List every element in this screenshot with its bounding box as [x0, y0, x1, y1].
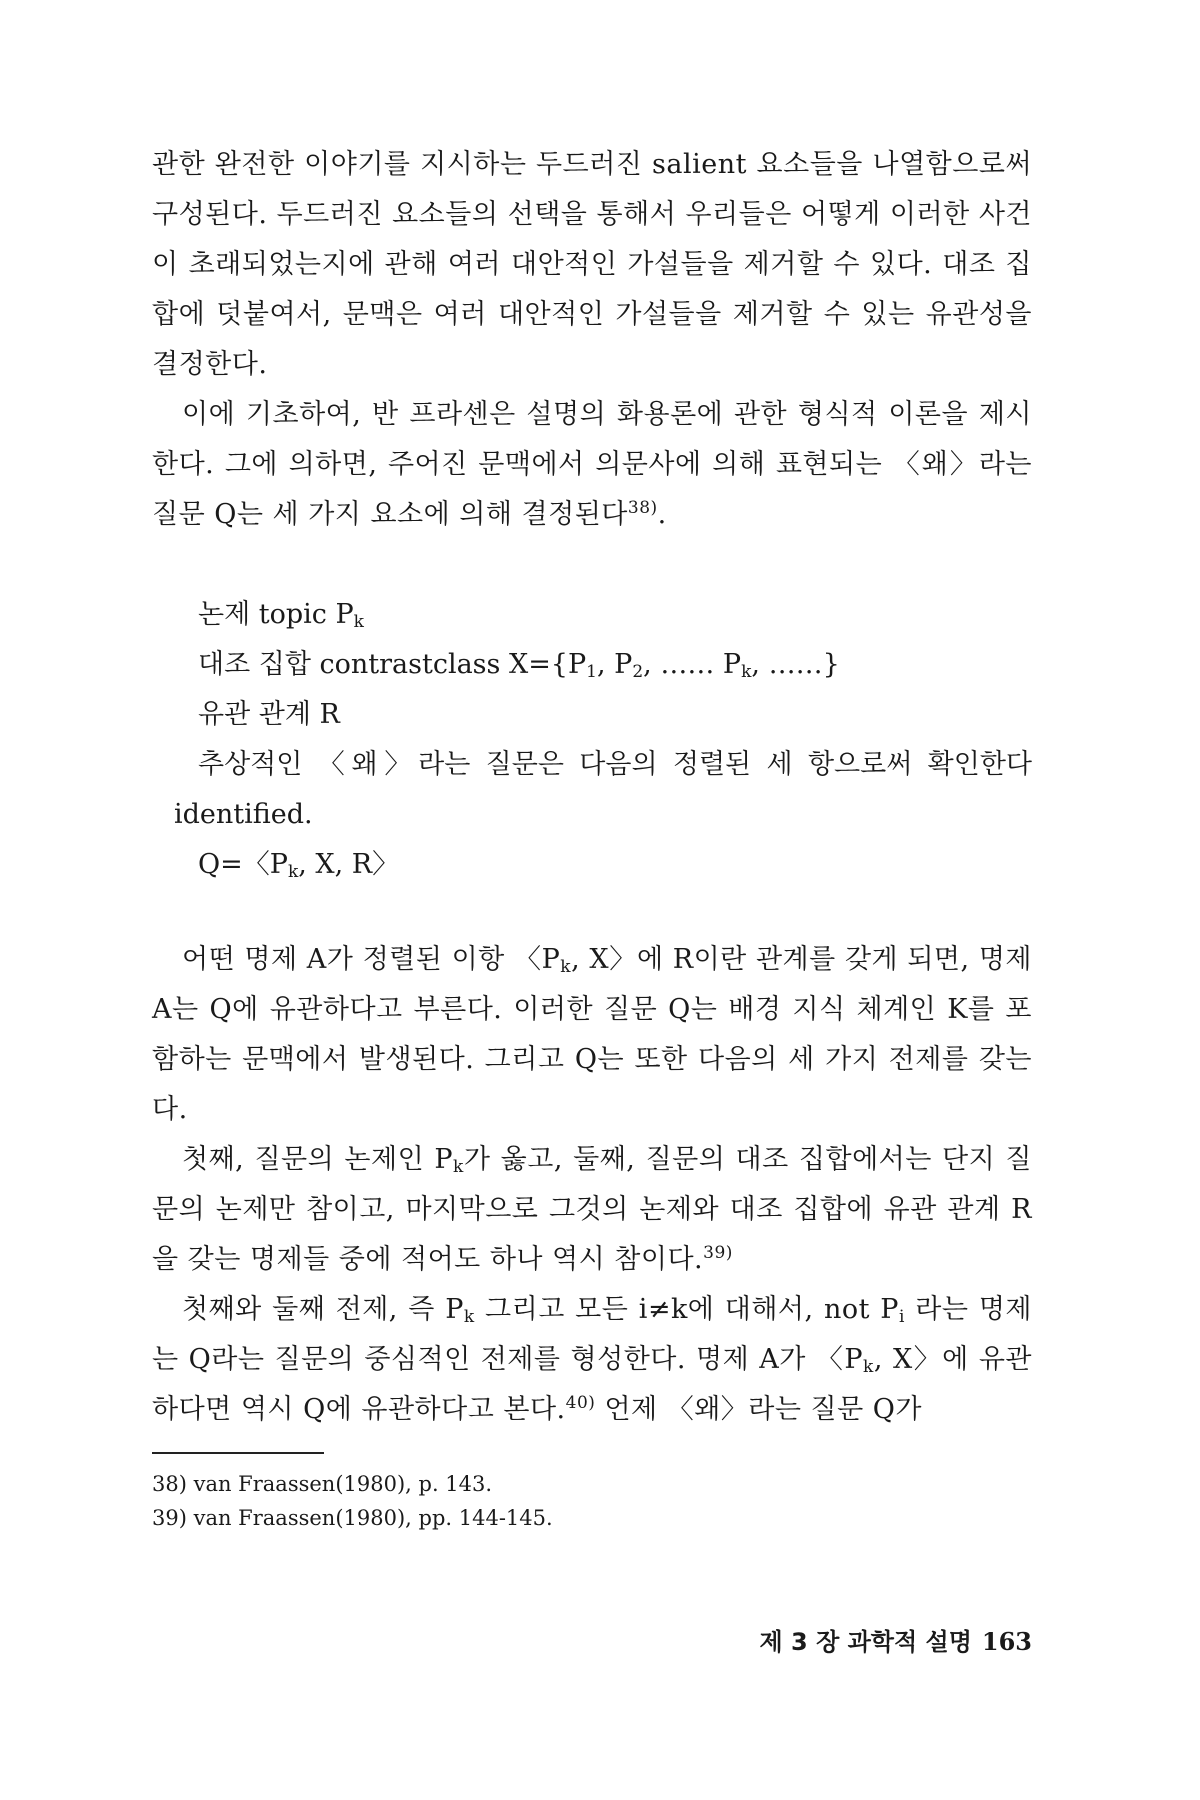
formula-q — [152, 840, 1032, 890]
subscript: k — [353, 612, 364, 632]
paragraph-text: 첫째와 둘째 전제, 즉 P — [182, 1294, 464, 1325]
paragraph-text: , X〉에 R이란 관계를 갖게 되면, 명제 A는 Q에 유관하다고 부른다. 이러한 질문 Q는 배경 지식 체계인 K를 포함하는 문맥에서 발생된다. 그리고 Q는 또한 다음의 세 가지 전제를 갖는다. — [152, 944, 1032, 1125]
footnote-divider — [152, 1452, 324, 1454]
footnote-ref[interactable]: 38) — [627, 498, 658, 518]
subscript: 1 — [586, 662, 597, 682]
formula-relation — [152, 690, 1032, 740]
formula-text: identified. — [174, 799, 313, 830]
paragraph — [152, 140, 1032, 390]
formula-text: 유관 관계 R — [198, 699, 340, 730]
formula-text: , P — [597, 649, 633, 680]
chapter-title: 제 3 장 과학적 설명 — [759, 1628, 972, 1656]
body-text-top — [152, 140, 1032, 540]
paragraph — [152, 390, 1032, 540]
subscript: 2 — [632, 662, 644, 682]
formula-abstract-line — [152, 740, 1032, 790]
paragraph-text: 첫째, 질문의 논제인 P — [182, 1144, 454, 1175]
formula-text: Q=〈P — [198, 849, 288, 880]
subscript: k — [453, 1157, 464, 1177]
formula-text: 대조 집합 contrastclass X={P — [198, 649, 587, 680]
footnote-38: 38) van Fraassen(1980), p. 143. — [152, 1472, 493, 1496]
paragraph-text: 언제 〈왜〉라는 질문 Q가 — [595, 1394, 923, 1425]
footnote-ref[interactable]: 40) — [565, 1393, 596, 1413]
formula-topic — [152, 590, 1032, 640]
formula-text: , X, R〉 — [298, 849, 400, 880]
subscript: k — [741, 662, 752, 682]
formula-definition — [152, 590, 1032, 890]
formula-identified — [152, 790, 1032, 840]
subscript: k — [560, 957, 572, 977]
paragraph-text: 이에 기초하여, 반 프라센은 설명의 화용론에 관한 형식적 이론을 제시한다. 그에 의하면, 주어진 문맥에서 의문사에 의해 표현되는 〈왜〉라는 질문 Q는 세 가지 요소에 의해 결정된다 — [152, 399, 1032, 530]
footnote-ref[interactable]: 39) — [703, 1243, 733, 1263]
footnote-39: 39) van Fraassen(1980), pp. 144-145. — [152, 1506, 553, 1530]
paragraph-text: . — [657, 499, 667, 530]
subscript: i — [898, 1307, 905, 1327]
footnotes — [152, 1467, 1032, 1535]
formula-contrast-class — [152, 640, 1032, 690]
body-text-bottom — [152, 935, 1032, 1435]
paragraph-text: 어떤 명제 A가 정렬된 이항 〈P — [182, 944, 561, 975]
subscript: k — [463, 1307, 475, 1327]
formula-text: 추상적인 〈왜〉라는 질문은 다음의 정렬된 세 항으로써 확인한다 — [198, 749, 1032, 780]
formula-text: , …… P — [643, 649, 742, 680]
formula-text: , ……} — [751, 649, 840, 680]
subscript: k — [863, 1357, 874, 1377]
page-number: 163 — [981, 1627, 1032, 1656]
paragraph — [152, 1285, 1032, 1435]
paragraph-text: 가 옳고, 둘째, 질문의 대조 집합에서는 단지 질문의 논제만 참이고, 마지막으로 그것의 논제와 대조 집합에 유관 관계 R을 갖는 명제들 중에 적어도 하나 역시 참이다. — [152, 1144, 1032, 1275]
paragraph-text: 라는 명제는 Q라는 질문의 중심적인 전제를 형성한다. 명제 A가 〈P — [152, 1294, 1032, 1375]
formula-text: 논제 topic P — [198, 599, 354, 630]
subscript: k — [287, 862, 299, 882]
paragraph — [152, 935, 1032, 1135]
paragraph-text: , X〉에 유관하다면 역시 Q에 유관하다고 본다. — [152, 1344, 1032, 1425]
paragraph-text: 그리고 모든 i≠k에 대해서, not P — [474, 1294, 899, 1325]
paragraph-text: 관한 완전한 이야기를 지시하는 두드러진 salient 요소들을 나열함으로써 구성된다. 두드러진 요소들의 선택을 통해서 우리들은 어떻게 이러한 사건이 초래되었는지에 관해 여러 대안적인 가설들을 제거할 수 있다. 대조 집합에 덧붙여서, 문맥은 여러 대안적인 가설들을 제거할 수 있는 유관성을 결정한다. — [152, 149, 1032, 380]
running-footer — [759, 1622, 1032, 1657]
paragraph — [152, 1135, 1032, 1285]
